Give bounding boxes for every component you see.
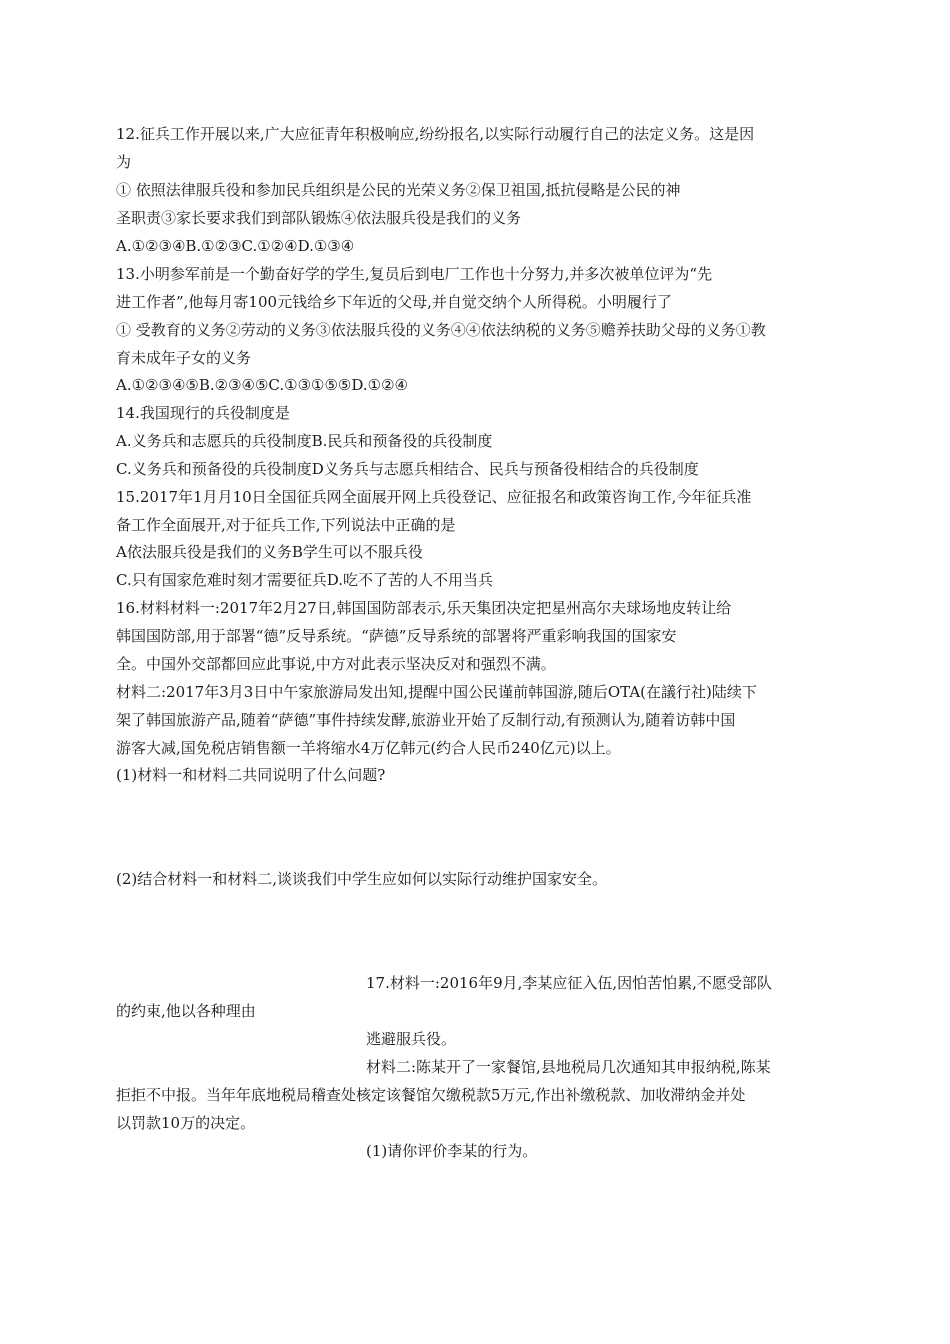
q13-options: A.①②③④⑤B.②③④⑤C.①③①⑤⑤D.①②④ (116, 376, 408, 394)
q12-statements-line-1: ① 依照法律服兵役和参加民兵组织是公民的光荣义务②保卫祖国,抵抗侵略是公民的神 (116, 181, 681, 199)
q17-material-2-line-1: 材料二:陈某开了一家餐馆,县地税局几次通知其申报纳税,陈某 (366, 1058, 771, 1076)
q16-material-1-line-3: 全。中国外交部都回应此事说,中方对此表示坚决反对和强烈不满。 (116, 655, 556, 673)
q17-material-2-line-2: 拒拒不中报。当年年底地税局稽查处核定该餐馆欠缴税款5万元,作出补缴税款、加收滞纳金并处 (116, 1086, 746, 1104)
q17-material-1-line-1: 17.材料一:2016年9月,李某应征入伍,因怕苦怕累,不愿受部队 (366, 974, 772, 992)
q17-subquestion-1: (1)请你评价李某的行为。 (366, 1142, 538, 1160)
q16-subquestion-2: (2)结合材料一和材料二,谈谈我们中学生应如何以实际行动维护国家安全。 (116, 870, 608, 888)
q16-material-1-line-1: 16.材料材料一:2017年2月27日,韩国国防部表示,乐天集团决定把星州高尔夫球场地皮转让给 (116, 599, 732, 617)
q15-options-ab: A依法服兵役是我们的义务B学生可以不服兵役 (116, 543, 423, 561)
q13-statements-line-2: 育未成年子女的义务 (116, 349, 252, 367)
q14-options-cd: C.义务兵和预备役的兵役制度D义务兵与志愿兵相结合、民兵与预备役相结合的兵役制度 (116, 460, 699, 478)
q12-statements-line-2: 圣职责③家长要求我们到部队锻炼④依法服兵役是我们的义务 (116, 209, 522, 227)
q14-stem: 14.我国现行的兵役制度是 (116, 404, 290, 422)
q12-stem-line-2: 为 (116, 153, 132, 171)
q13-stem-line-1: 13.小明参军前是一个勤奋好学的学生,复员后到电厂工作也十分努力,并多次被单位评为“先 (116, 265, 713, 283)
q13-statements-line-1: ① 受教育的义务②劳动的义务③依法服兵役的义务④④依法纳税的义务⑤赡养扶助父母的义务①教 (116, 321, 766, 339)
q17-material-1-line-3: 逃避服兵役。 (366, 1030, 457, 1048)
q12-stem-line-1: 12.征兵工作开展以来,广大应征青年积极响应,纷纷报名,以实际行动履行自己的法定义务。这是因 (116, 125, 755, 143)
q15-options-cd: C.只有国家危难时刻才需要征兵D.吃不了苦的人不用当兵 (116, 571, 493, 589)
q17-material-2-line-3: 以罚款10万的决定。 (116, 1114, 256, 1132)
q16-subquestion-1: (1)材料一和材料二共同说明了什么问题? (116, 766, 386, 784)
q15-stem-line-1: 15.2017年1月月10日全国征兵网全面展开网上兵役登记、应征报名和政策咨询工作,今年征兵准 (116, 488, 752, 506)
q17-material-1-line-2: 的约束,他以各种理由 (116, 1002, 256, 1020)
q15-stem-line-2: 备工作全面展开,对于征兵工作,下列说法中正确的是 (116, 516, 456, 534)
q16-material-1-line-2: 韩国国防部,用于部署“德”反导系统。“萨德”反导系统的部署将严重彩响我国的国家安 (116, 627, 677, 645)
q12-options: A.①②③④B.①②③C.①②④D.①③④ (116, 237, 355, 255)
q13-stem-line-2: 进工作者”,他每月寄100元钱给乡下年近的父母,并自觉交纳个人所得税。小明履行了 (116, 293, 672, 311)
q16-material-2-line-3: 游客大减,国免税店销售额一羊将缩水4万亿韩元(约合人民币240亿元)以上。 (116, 739, 621, 757)
q14-options-ab: A.义务兵和志愿兵的兵役制度B.民兵和预备役的兵役制度 (116, 432, 493, 450)
q16-material-2-line-1: 材料二:2017年3月3日中午家旅游局发出知,提醒中国公民谨前韩国游,随后OTA(在議行社)陆续下 (116, 683, 757, 701)
q16-material-2-line-2: 架了韩国旅游产品,随着“萨德”事件持续发酵,旅游业开始了反制行动,有预测认为,随着访韩中国 (116, 711, 736, 729)
